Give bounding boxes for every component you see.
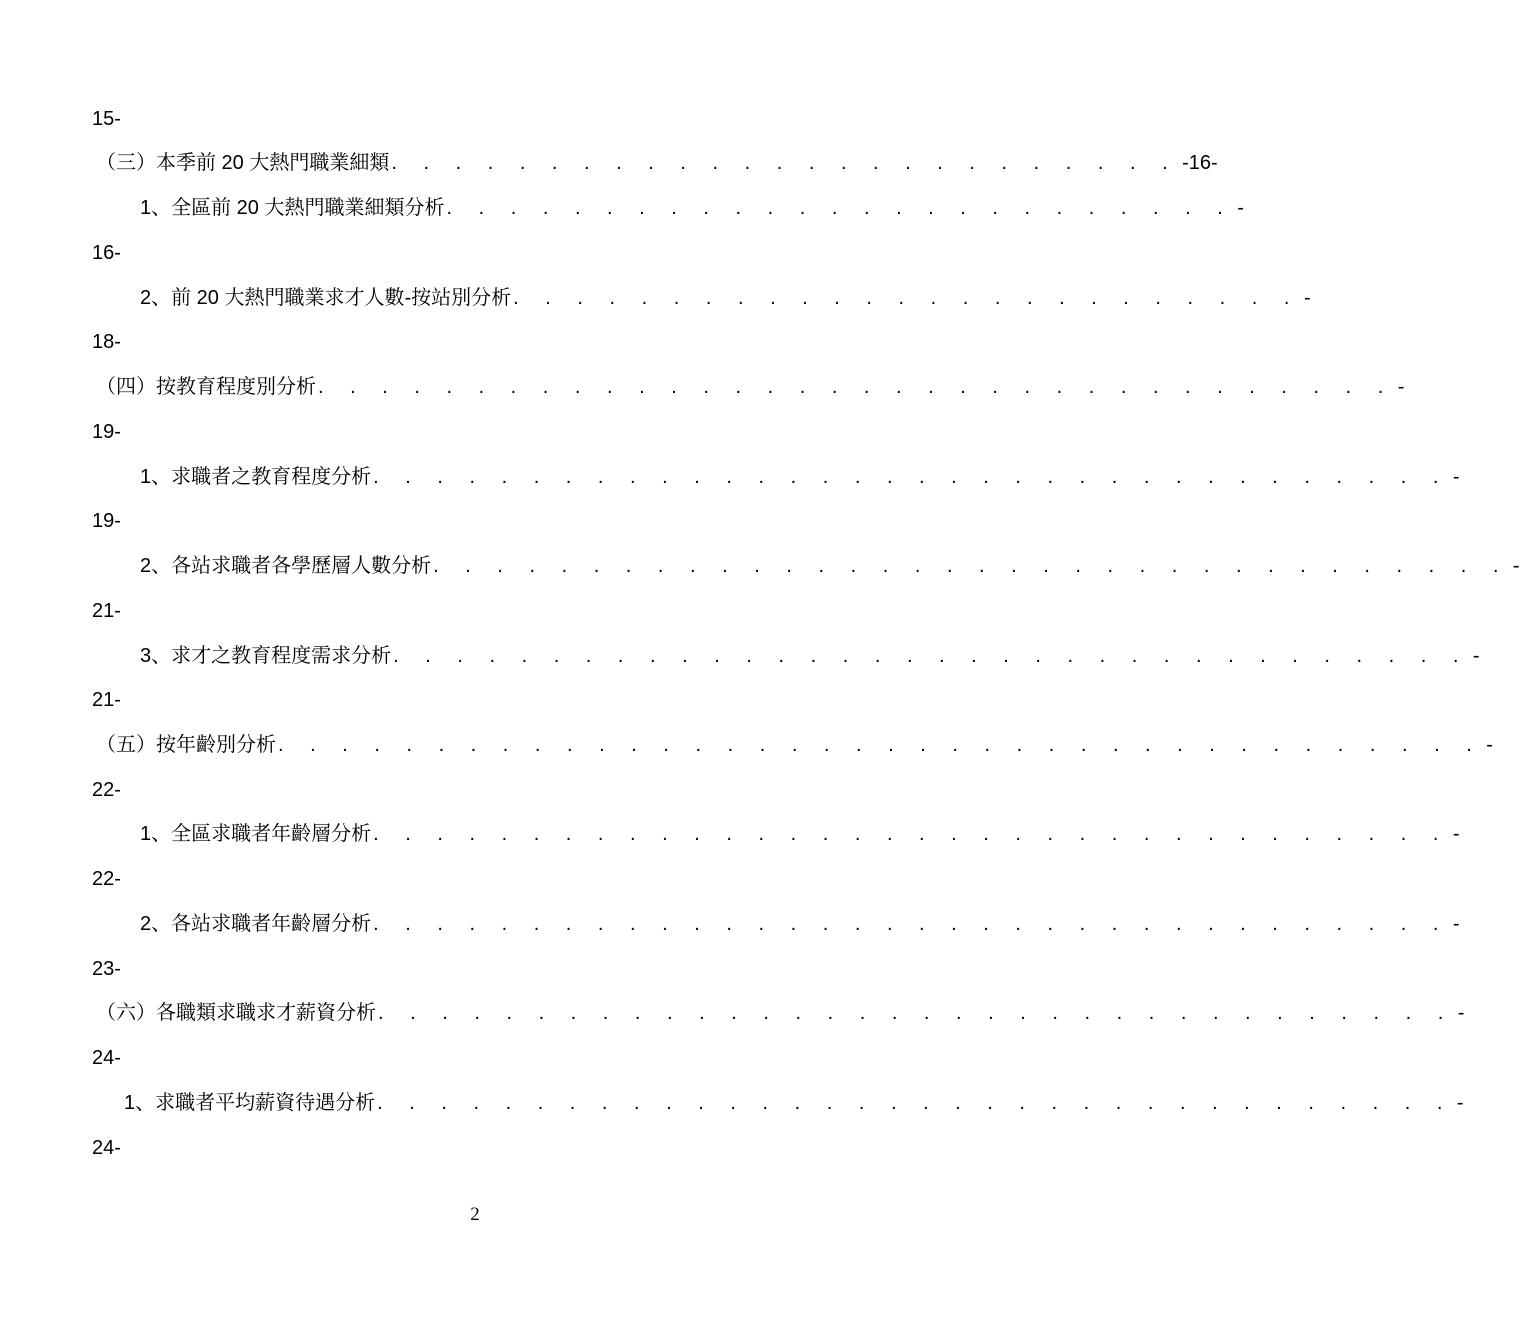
toc-wrapped-page-ref xyxy=(92,417,858,447)
page-ref: 23- xyxy=(92,958,121,980)
toc-leader-dots: . . . . . . . . . . . . . . . . . . . . . . . . . xyxy=(391,152,1179,174)
page-ref: 21- xyxy=(92,689,121,711)
toc-leader-dots: . . . . . . . . . . . . . . . . . . . . . . . . . xyxy=(513,287,1300,309)
toc-page-ref: - xyxy=(1397,376,1405,398)
toc-page-ref: - xyxy=(1456,1092,1464,1114)
toc-wrapped-page-ref xyxy=(92,238,858,268)
toc-page-ref: - xyxy=(1452,823,1460,845)
toc-wrapped-page-ref xyxy=(92,685,858,715)
toc-entry-section-3[interactable] xyxy=(92,148,1218,178)
toc-wrapped-page-ref xyxy=(92,327,858,357)
page-ref: 24- xyxy=(92,1047,121,1069)
toc-wrapped-page-ref xyxy=(92,1043,858,1073)
toc-wrapped-page-ref xyxy=(92,1133,858,1163)
toc-leader-dots: . . . . . . . . . . . . . . . . . . . . . . . . . . . . . . . . . . xyxy=(373,466,1449,488)
page-ref: 22- xyxy=(92,779,121,801)
toc-entry-section-4[interactable] xyxy=(92,372,1405,402)
toc-wrapped-page-ref xyxy=(92,864,858,894)
toc-page-ref: -16- xyxy=(1182,152,1218,174)
toc-entry-item[interactable] xyxy=(92,551,1520,581)
toc-leader-dots: . . . . . . . . . . . . . . . . . . . . . . . . . . . . . . . . . . xyxy=(393,645,1469,667)
page-ref: 15- xyxy=(92,108,121,130)
toc-entry-title: （六）各職類求職求才薪資分析 xyxy=(96,1002,376,1024)
toc-entry-section-6[interactable] xyxy=(92,998,1465,1028)
toc-entry-item[interactable] xyxy=(92,909,1460,939)
toc-entry-title: （三）本季前 20 大熱門職業細類 xyxy=(96,152,390,174)
page-number: 2 xyxy=(470,1204,480,1225)
page-ref: 21- xyxy=(92,600,121,622)
toc-entry-title: 2、前 20 大熱門職業求才人數-按站別分析 xyxy=(140,287,512,309)
toc-entry-title: 1、全區前 20 大熱門職業細類分析 xyxy=(140,197,445,219)
toc-entry-title: 1、求職者平均薪資待遇分析 xyxy=(124,1092,376,1114)
toc-entry-title: 2、各站求職者年齡層分析 xyxy=(140,913,372,935)
toc-wrapped-page-ref xyxy=(92,775,858,805)
toc-entry-title: 1、全區求職者年齡層分析 xyxy=(140,823,372,845)
toc-page-ref: - xyxy=(1512,555,1520,577)
toc-wrapped-page-ref xyxy=(92,596,858,626)
toc-entry-item[interactable] xyxy=(92,641,1480,671)
toc-entry-title: 3、求才之教育程度需求分析 xyxy=(140,645,392,667)
page-ref: 16- xyxy=(92,242,121,264)
toc-page-ref: - xyxy=(1452,466,1460,488)
toc-entry-title: （四）按教育程度別分析 xyxy=(96,376,316,398)
toc-page-ref: - xyxy=(1237,197,1244,219)
toc-leader-dots: . . . . . . . . . . . . . . . . . . . . . . . . . xyxy=(446,197,1234,219)
toc-leader-dots: . . . . . . . . . . . . . . . . . . . . . . . . . . . . . . . . . . xyxy=(377,1092,1453,1114)
page-ref: 18- xyxy=(92,331,121,353)
toc-leader-dots: . . . . . . . . . . . . . . . . . . . . . . . . . . . . . . . . . . xyxy=(318,376,1394,398)
toc-page-ref: - xyxy=(1452,913,1460,935)
page-ref: 22- xyxy=(92,868,121,890)
toc-leader-dots: . . . . . . . . . . . . . . . . . . . . . . . . . . . . . . . . . . . . . . xyxy=(278,734,1483,756)
page-ref: 19- xyxy=(92,510,121,532)
toc-entry-title: 2、各站求職者各學歷層人數分析 xyxy=(140,555,432,577)
toc-leader-dots: . . . . . . . . . . . . . . . . . . . . . . . . . . . . . . . . . . xyxy=(378,1002,1454,1024)
toc-entry-section-5[interactable] xyxy=(92,730,1493,760)
toc-entry-item[interactable] xyxy=(92,819,1460,849)
page-ref: 19- xyxy=(92,421,121,443)
toc-wrapped-page-ref xyxy=(92,506,858,536)
toc-entry-item[interactable] xyxy=(92,462,1460,492)
toc-entry-item[interactable] xyxy=(92,1088,1464,1118)
toc-page-ref: - xyxy=(1486,734,1493,756)
toc-page-ref: - xyxy=(1472,645,1480,667)
toc-leader-dots: . . . . . . . . . . . . . . . . . . . . . . . . . . . . . . . . . . xyxy=(373,823,1449,845)
toc-leader-dots: . . . . . . . . . . . . . . . . . . . . . . . . . . . . . . . . . . xyxy=(433,555,1509,577)
toc-page-ref: - xyxy=(1303,287,1311,309)
toc-leader-dots: . . . . . . . . . . . . . . . . . . . . . . . . . . . . . . . . . . xyxy=(373,913,1449,935)
toc-continued-page-number xyxy=(92,104,858,134)
page-ref: 24- xyxy=(92,1137,121,1159)
toc-page-ref: - xyxy=(1457,1002,1465,1024)
toc-entry-item[interactable] xyxy=(92,193,1244,223)
toc-wrapped-page-ref xyxy=(92,954,858,984)
toc-entry-item[interactable] xyxy=(92,283,1311,313)
toc-entry-title: （五）按年齡別分析 xyxy=(96,734,276,756)
toc-entry-title: 1、求職者之教育程度分析 xyxy=(140,466,372,488)
